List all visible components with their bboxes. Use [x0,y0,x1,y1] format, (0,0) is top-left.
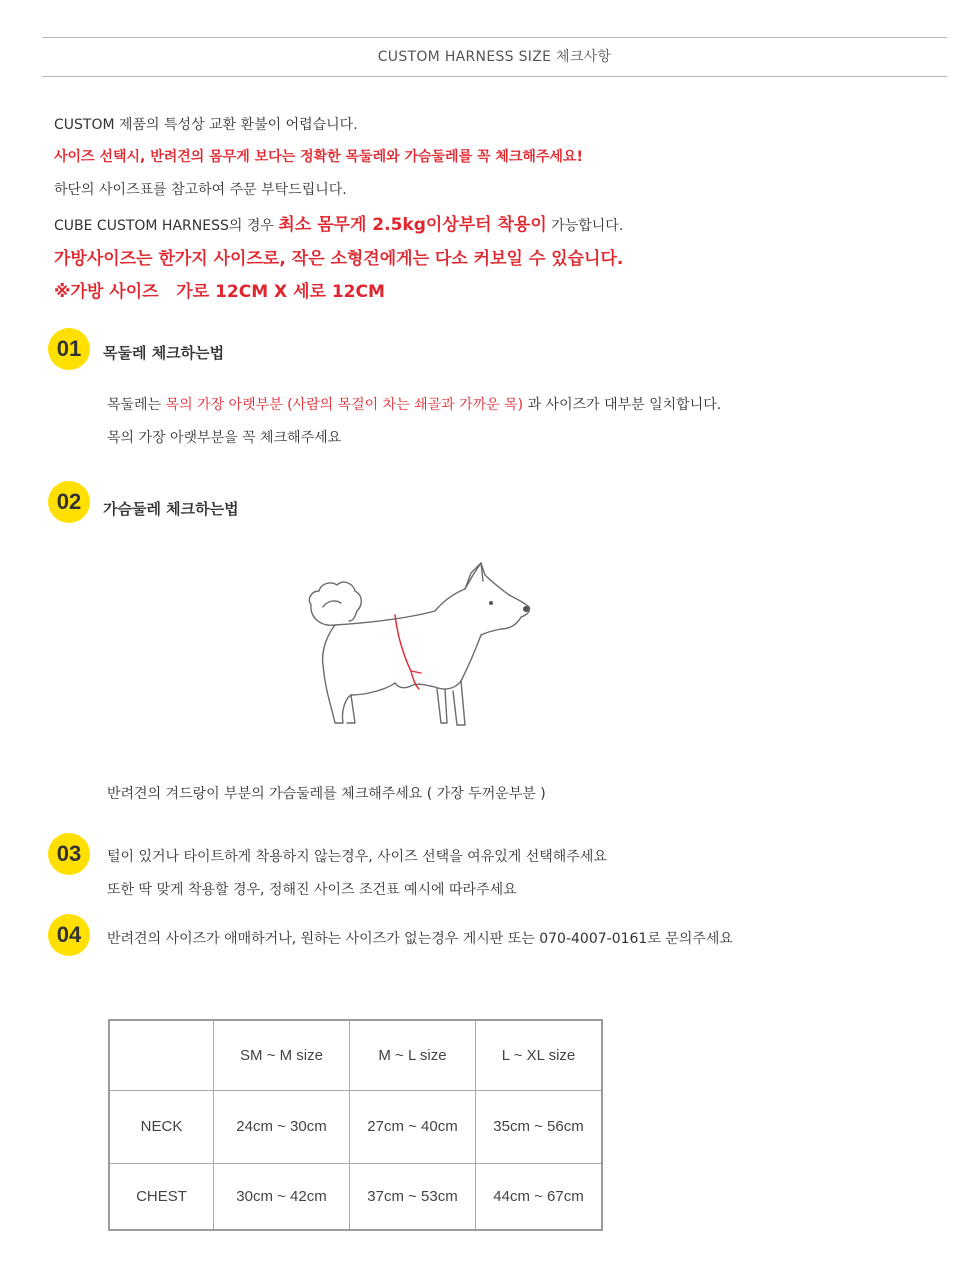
table-cell: 37cm ~ 53cm [350,1163,476,1230]
top-divider [42,37,947,38]
size-table-header-cell [109,1020,214,1090]
notice-size-chart: 하단의 사이즈표를 참고하여 주문 부탁드립니다. [54,182,347,198]
table-cell: 30cm ~ 42cm [214,1163,350,1230]
notice-min-weight-emphasis: 최소 몸무게 2.5kg이상부터 착용이 [278,215,547,235]
notice-measure-warning: 사이즈 선택시, 반려견의 몸무게 보다는 정확한 목둘레와 가슴둘레를 꼭 체크해주세요! [54,149,583,165]
table-cell: 24cm ~ 30cm [214,1090,350,1163]
title-divider [42,76,947,77]
table-row [109,1090,602,1163]
table-cell: 27cm ~ 40cm [350,1090,476,1163]
step-03-body: 털이 있거나 타이트하게 착용하지 않는경우, 사이즈 선택을 여유있게 선택해주세요 [107,849,607,865]
step-04-badge: 04 [48,914,90,956]
size-table-header-cell: SM ~ M size [214,1020,350,1090]
step-03-badge: 03 [48,833,90,875]
size-table-header-cell: L ~ XL size [476,1020,603,1090]
notice-no-refund: CUSTOM 제품의 특성상 교환 환불이 어렵습니다. [54,117,358,133]
step-01-heading: 목둘레 체크하는법 [103,344,225,362]
step-01-body-suffix: 과 사이즈가 대부분 일치합니다. [523,397,722,413]
table-row [109,1163,602,1230]
notice-min-weight [54,210,623,235]
size-table-header-row [109,1020,602,1090]
notice-bag-size: 가방사이즈는 한가지 사이즈로, 작은 소형견에게는 다소 커보일 수 있습니다. [54,249,624,269]
notice-min-weight-suffix: 가능합니다. [546,218,624,234]
step-01-body-highlight: 목의 가장 아랫부분 (사람의 목걸이 차는 쇄골과 가까운 목) [165,397,524,413]
size-table [108,1019,603,1231]
notice-bag-dimensions: ※가방 사이즈 가로 12CM X 세로 12CM [54,282,385,302]
table-cell: 44cm ~ 67cm [476,1163,603,1230]
step-02-heading: 가슴둘레 체크하는법 [103,500,239,518]
step-04-body: 반려견의 사이즈가 애매하거나, 원하는 사이즈가 없는경우 게시판 또는 070-4007-0161로 문의주세요 [107,931,733,947]
step-01-body-prefix: 목둘레는 [107,397,166,413]
page-title: CUSTOM HARNESS SIZE 체크사항 [377,49,612,65]
step-01-badge: 01 [48,328,90,370]
table-cell: 35cm ~ 56cm [476,1090,603,1163]
step-03-body2: 또한 딱 맞게 착용할 경우, 정해진 사이즈 조건표 예시에 따라주세요 [107,882,517,898]
step-02-caption: 반려견의 겨드랑이 부분의 가슴둘레를 체크해주세요 ( 가장 두꺼운부분 ) [107,786,546,802]
step-02-badge: 02 [48,481,90,523]
dog-chest-illustration [295,555,540,735]
step-01-body2: 목의 가장 아랫부분을 꼭 체크해주세요 [107,430,342,446]
row-label-chest: CHEST [109,1163,214,1230]
notice-min-weight-prefix: CUBE CUSTOM HARNESS의 경우 [54,218,279,234]
row-label-neck: NECK [109,1090,214,1163]
step-01-body [107,394,721,414]
size-table-header-cell: M ~ L size [350,1020,476,1090]
